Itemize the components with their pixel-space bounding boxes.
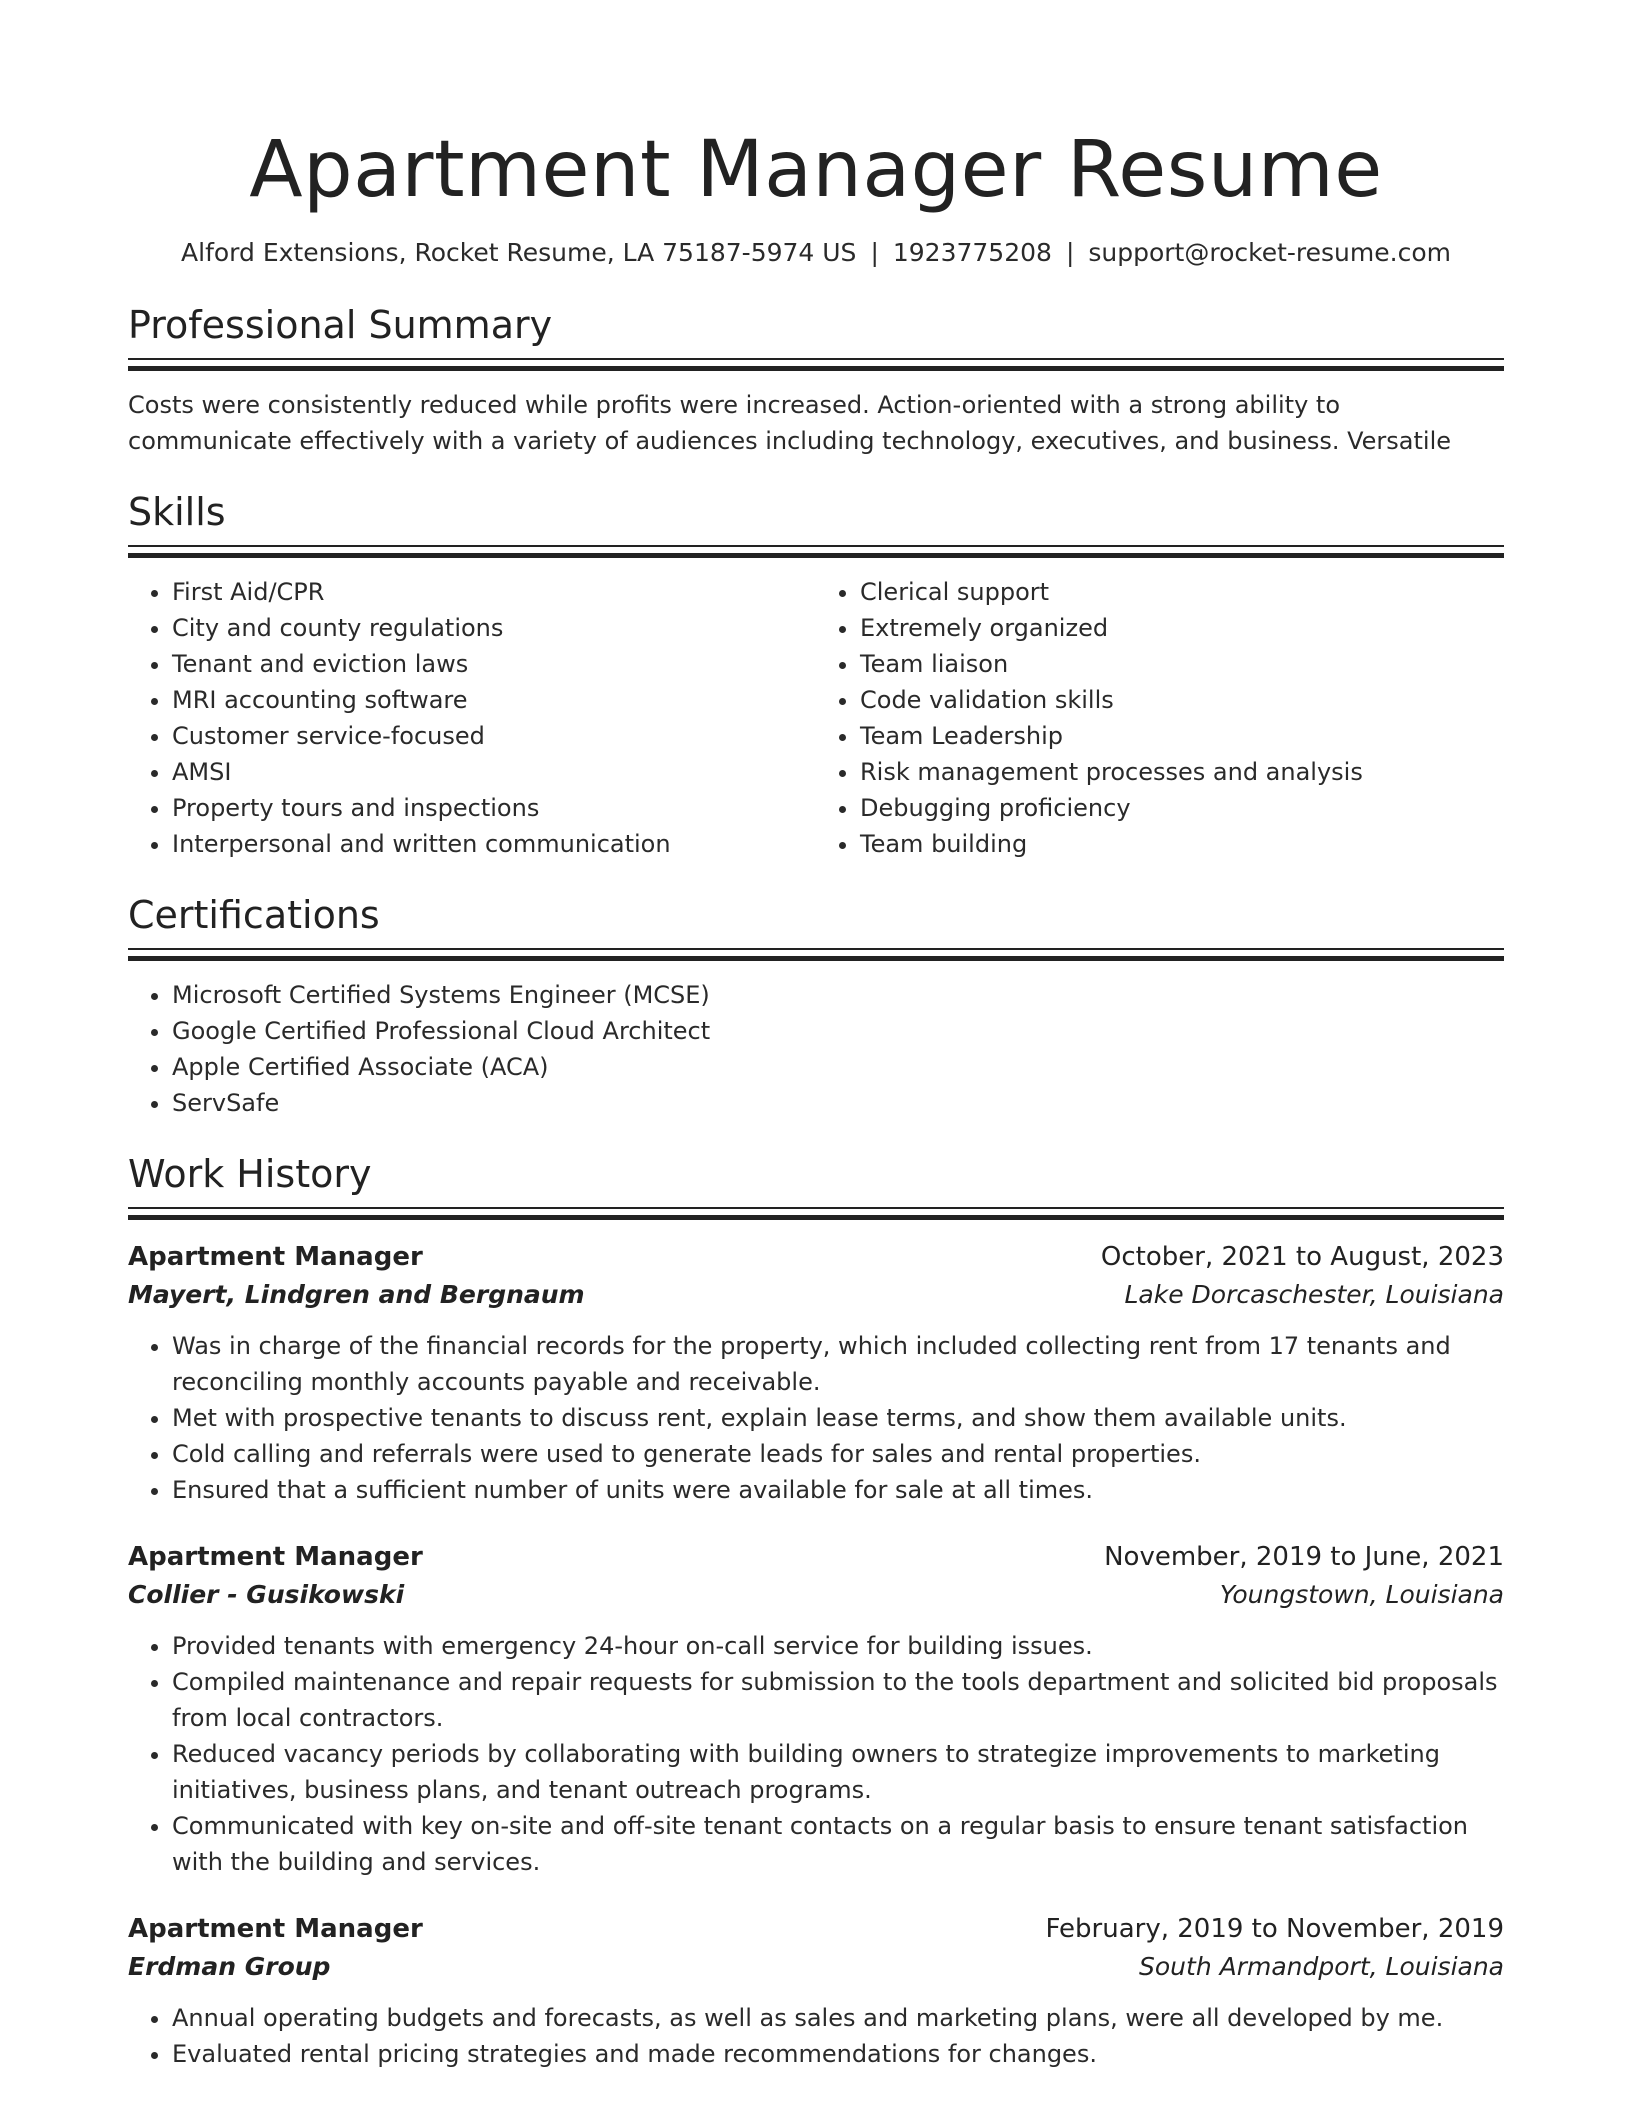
job-subheader bbox=[128, 1948, 1504, 1986]
job-title: Apartment Manager bbox=[128, 1542, 423, 1572]
section-divider bbox=[128, 545, 1504, 558]
contact-separator: | bbox=[870, 238, 879, 267]
job-location: South Armandport, Louisiana bbox=[1139, 1952, 1504, 1981]
job-bullets bbox=[128, 1628, 1504, 1880]
job-company: Erdman Group bbox=[128, 1952, 331, 1981]
job-subheader bbox=[128, 1276, 1504, 1314]
job-header bbox=[128, 1238, 1504, 1276]
job-bullet: • Cold calling and referrals were used to generate leads for sales and rental properties. bbox=[172, 1436, 1504, 1472]
summary-text: Costs were consistently reduced while profits were increased. Action-oriented with a strong ability to communicate effectively with a variety of audiences including technology, executives, and business. Versatile bbox=[128, 391, 1452, 455]
contact-line bbox=[128, 238, 1504, 268]
job-bullets bbox=[128, 1328, 1504, 1508]
job-dates: November, 2019 to June, 2021 bbox=[1104, 1542, 1504, 1572]
section-divider bbox=[128, 948, 1504, 961]
job-header bbox=[128, 1538, 1504, 1576]
skill-item: • Team liaison bbox=[860, 646, 1504, 682]
skill-item: • MRI accounting software bbox=[172, 682, 816, 718]
skill-item: • Property tours and inspections bbox=[172, 790, 816, 826]
job-bullet: • Communicated with key on-site and off-site tenant contacts on a regular basis to ensure tenant satisfaction with the building and services. bbox=[172, 1808, 1504, 1880]
skills-columns bbox=[128, 558, 1504, 862]
section-heading-skills: Skills bbox=[128, 490, 226, 534]
job-bullet: • Reduced vacancy periods by collaborating with building owners to strategize improvements to marketing initiatives, business plans, and tenant outreach programs. bbox=[172, 1736, 1504, 1808]
job-entry bbox=[128, 1910, 1504, 2072]
job-bullet: • Ensured that a sufficient number of units were available for sale at all times. bbox=[172, 1472, 1504, 1508]
certification-item: • ServSafe bbox=[172, 1085, 1504, 1121]
job-title: Apartment Manager bbox=[128, 1914, 423, 1944]
skill-item: • Team building bbox=[860, 826, 1504, 862]
work-history-section bbox=[128, 1151, 1504, 2072]
certifications-list bbox=[128, 977, 1504, 1121]
contact-phone: 1923775208 bbox=[892, 238, 1052, 267]
job-bullets bbox=[128, 2000, 1504, 2072]
contact-separator: | bbox=[1065, 238, 1075, 267]
job-entry bbox=[128, 1238, 1504, 1508]
job-company: Mayert, Lindgren and Bergnaum bbox=[128, 1280, 585, 1309]
skill-item: • First Aid/CPR bbox=[172, 574, 816, 610]
skill-item: • Debugging proficiency bbox=[860, 790, 1504, 826]
section-divider bbox=[128, 1207, 1504, 1220]
job-title: Apartment Manager bbox=[128, 1242, 423, 1272]
job-entry bbox=[128, 1538, 1504, 1880]
resume-title: Apartment Manager Resume bbox=[249, 125, 1383, 215]
job-dates: February, 2019 to November, 2019 bbox=[1045, 1914, 1504, 1944]
job-bullet: • Met with prospective tenants to discuss rent, explain lease terms, and show them available units. bbox=[172, 1400, 1504, 1436]
section-divider bbox=[128, 358, 1504, 371]
job-bullet: • Annual operating budgets and forecasts, as well as sales and marketing plans, were all developed by me. bbox=[172, 2000, 1504, 2036]
job-location: Lake Dorcaschester, Louisiana bbox=[1124, 1280, 1504, 1309]
skill-item: • Tenant and eviction laws bbox=[172, 646, 816, 682]
job-bullet: • Provided tenants with emergency 24-hour on-call service for building issues. bbox=[172, 1628, 1504, 1664]
summary-section bbox=[128, 302, 1504, 459]
skill-item: • Clerical support bbox=[860, 574, 1504, 610]
job-subheader bbox=[128, 1576, 1504, 1614]
skills-list-right bbox=[816, 574, 1504, 862]
skill-item: • Code validation skills bbox=[860, 682, 1504, 718]
resume-page bbox=[128, 0, 1504, 2072]
certification-item: • Microsoft Certified Systems Engineer (MCSE) bbox=[172, 977, 1504, 1013]
skill-item: • Team Leadership bbox=[860, 718, 1504, 754]
job-bullet: • Was in charge of the financial records for the property, which included collecting rent from 17 tenants and reconciling monthly accounts payable and receivable. bbox=[172, 1328, 1504, 1400]
skills-section bbox=[128, 489, 1504, 862]
skill-item: • Extremely organized bbox=[860, 610, 1504, 646]
section-heading-summary: Professional Summary bbox=[128, 303, 553, 347]
job-header bbox=[128, 1910, 1504, 1948]
skill-item: • City and county regulations bbox=[172, 610, 816, 646]
contact-email: support@rocket-resume.com bbox=[1088, 238, 1451, 267]
skill-item: • Interpersonal and written communication bbox=[172, 826, 816, 862]
contact-address: Alford Extensions, Rocket Resume, LA 75187-5974 US bbox=[181, 238, 857, 267]
skill-item: • AMSI bbox=[172, 754, 816, 790]
section-heading-work-history: Work History bbox=[128, 1152, 372, 1196]
job-location: Youngstown, Louisiana bbox=[1219, 1580, 1504, 1609]
certifications-section bbox=[128, 892, 1504, 1121]
job-bullet: • Evaluated rental pricing strategies and made recommendations for changes. bbox=[172, 2036, 1504, 2072]
skills-list-left bbox=[128, 574, 816, 862]
job-dates: October, 2021 to August, 2023 bbox=[1100, 1242, 1504, 1272]
skill-item: • Customer service-focused bbox=[172, 718, 816, 754]
job-company: Collier - Gusikowski bbox=[128, 1580, 405, 1609]
certification-item: • Google Certified Professional Cloud Architect bbox=[172, 1013, 1504, 1049]
skill-item: • Risk management processes and analysis bbox=[860, 754, 1504, 790]
job-bullet: • Compiled maintenance and repair requests for submission to the tools department and solicited bid proposals from local contractors. bbox=[172, 1664, 1504, 1736]
certification-item: • Apple Certified Associate (ACA) bbox=[172, 1049, 1504, 1085]
section-heading-certifications: Certifications bbox=[128, 893, 380, 937]
